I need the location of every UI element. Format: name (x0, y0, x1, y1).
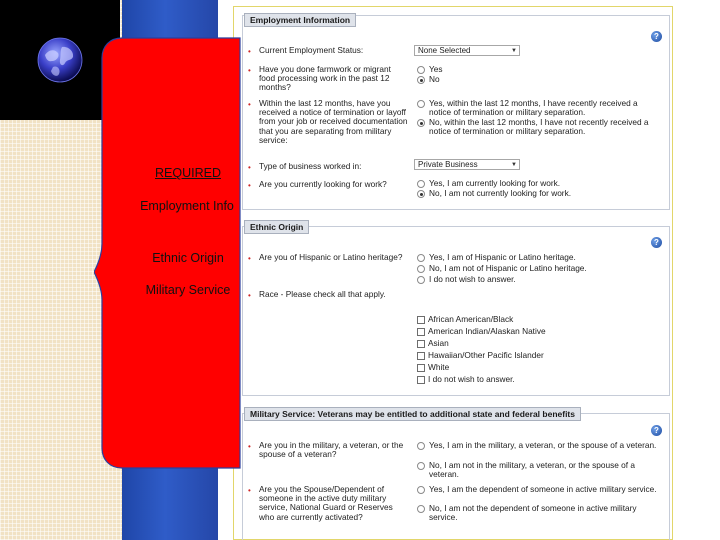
looking-for-work-label: Are you currently looking for work? (259, 179, 387, 189)
required-marker: • (248, 442, 251, 451)
race-option-label: Asian (428, 338, 449, 348)
dependent-no-radio[interactable] (417, 505, 425, 513)
termination-no-label: No, within the last 12 months, I have not recently received a notice of termination or military separation. (429, 117, 649, 137)
hispanic-yes-label: Yes, I am of Hispanic or Latino heritage. (429, 252, 576, 262)
military-no-radio[interactable] (417, 462, 425, 470)
required-marker: • (248, 163, 251, 172)
race-checkbox[interactable] (417, 352, 425, 360)
business-type-label: Type of business worked in: (259, 161, 362, 171)
military-no-label: No, I am not in the military, a veteran, or the spouse of a veteran. (429, 460, 635, 480)
help-icon[interactable]: ? (651, 425, 662, 436)
required-marker: • (248, 100, 251, 109)
dependent-yes-radio[interactable] (417, 486, 425, 494)
military-yes-label: Yes, I am in the military, a veteran, or the spouse of a veteran. (429, 440, 657, 450)
required-marker: • (248, 47, 251, 56)
termination-no-radio[interactable] (417, 119, 425, 127)
dependent-no-label: No, I am not the dependent of someone in active military service. (429, 503, 637, 523)
employment-status-select[interactable] (414, 45, 520, 56)
required-marker: • (248, 486, 251, 495)
farmwork-no-radio[interactable] (417, 76, 425, 84)
hispanic-decline-label: I do not wish to answer. (429, 274, 516, 284)
race-checkbox[interactable] (417, 376, 425, 384)
farmwork-yes-label: Yes (429, 64, 443, 74)
hispanic-decline-radio[interactable] (417, 276, 425, 284)
looking-no-radio[interactable] (417, 190, 425, 198)
help-icon[interactable]: ? (651, 31, 662, 42)
farmwork-no-label: No (429, 74, 440, 84)
race-option-label: Hawaiian/Other Pacific Islander (428, 350, 544, 360)
required-callout (94, 0, 254, 540)
required-marker: • (248, 66, 251, 75)
business-type-select[interactable] (414, 159, 520, 170)
required-marker: • (248, 291, 251, 300)
nav-item-required[interactable]: REQUIRED (155, 166, 221, 180)
military-yes-radio[interactable] (417, 442, 425, 450)
globe-icon (37, 37, 83, 83)
dependent-label: Are you the Spouse/Dependent of someone in the active duty military service, National Guard or Reserves who are currently activated? (259, 484, 393, 522)
race-option-label: I do not wish to answer. (428, 374, 515, 384)
farmwork-yes-radio[interactable] (417, 66, 425, 74)
nav-item-military-service[interactable]: Military Service (145, 283, 231, 297)
nav-item-employment-info[interactable]: Employment Info (140, 199, 234, 213)
termination-yes-label: Yes, within the last 12 months, I have recently received a notice of termination or military separation. (429, 98, 638, 118)
hispanic-label: Are you of Hispanic or Latino heritage? (259, 252, 403, 262)
termination-yes-radio[interactable] (417, 100, 425, 108)
hispanic-no-label: No, I am not of Hispanic or Latino heritage. (429, 263, 587, 273)
farmwork-label: Have you done farmwork or migrant food processing work in the past 12 months? (259, 64, 391, 93)
help-icon[interactable]: ? (651, 237, 662, 248)
business-type-value: Private Business (418, 160, 478, 169)
chevron-down-icon: ▼ (511, 48, 517, 54)
required-marker: • (248, 254, 251, 263)
employment-section-title: Employment Information (244, 13, 356, 27)
hispanic-no-radio[interactable] (417, 265, 425, 273)
required-marker: • (248, 181, 251, 190)
employment-status-value: None Selected (418, 46, 471, 55)
race-checkbox[interactable] (417, 340, 425, 348)
form-panel (233, 6, 673, 540)
ethnic-section-title: Ethnic Origin (244, 220, 309, 234)
race-label: Race - Please check all that apply. (259, 289, 386, 299)
race-checkbox[interactable] (417, 364, 425, 372)
nav-item-ethnic-origin[interactable]: Ethnic Origin (152, 251, 224, 265)
race-checkbox[interactable] (417, 328, 425, 336)
race-checkbox[interactable] (417, 316, 425, 324)
dependent-yes-label: Yes, I am the dependent of someone in active military service. (429, 484, 657, 494)
race-option-label: White (428, 362, 450, 372)
looking-no-label: No, I am not currently looking for work. (429, 188, 572, 198)
military-section-title: Military Service: Veterans may be entitled to additional state and federal benefits (244, 407, 581, 421)
looking-yes-radio[interactable] (417, 180, 425, 188)
hispanic-yes-radio[interactable] (417, 254, 425, 262)
race-option-label: African American/Black (428, 314, 514, 324)
looking-yes-label: Yes, I am currently looking for work. (429, 178, 561, 188)
termination-label: Within the last 12 months, have you received a notice of termination or layoff from your job or received documentation that you are separating from military service: (259, 98, 408, 145)
chevron-down-icon: ▼ (511, 162, 517, 168)
race-option-label: American Indian/Alaskan Native (428, 326, 546, 336)
military-label: Are you in the military, a veteran, or the spouse of a veteran? (259, 440, 404, 460)
current-employment-label: Current Employment Status: (259, 45, 364, 55)
